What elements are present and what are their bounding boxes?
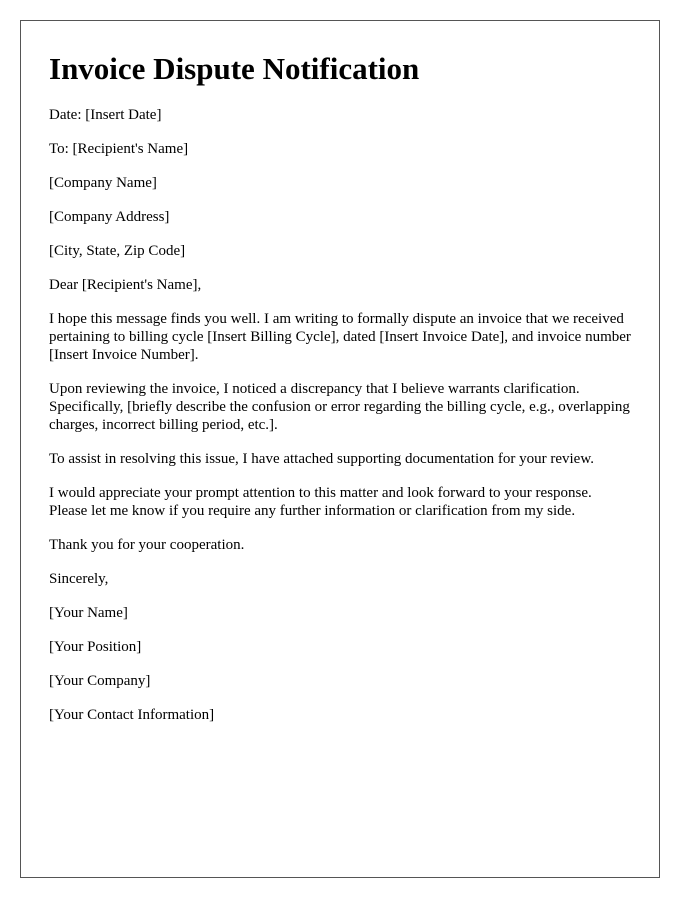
city-state-zip: [City, State, Zip Code]	[49, 243, 186, 259]
recipient-line: To: [Recipient's Name]	[49, 141, 189, 157]
company-name: [Company Name]	[49, 175, 157, 191]
thanks-line: Thank you for your cooperation.	[49, 537, 245, 553]
body-paragraph-discrepancy: Upon reviewing the invoice, I noticed a discrepancy that I believe warrants clarification. Specifically, [briefly describe the confusion or error regarding the billing cycle, e.g., overlapping charges, incorrect billing period, etc.].	[49, 381, 630, 433]
signer-contact: [Your Contact Information]	[49, 707, 215, 723]
letter-title: Invoice Dispute Notification	[49, 51, 420, 86]
signer-name: [Your Name]	[49, 605, 128, 621]
body-paragraph-request: I would appreciate your prompt attention to this matter and look forward to your response. Please let me know if you require any further information or clarification from my side.	[49, 485, 592, 519]
signer-position: [Your Position]	[49, 639, 142, 655]
salutation: Dear [Recipient's Name],	[49, 277, 202, 293]
date-line: Date: [Insert Date]	[49, 107, 162, 123]
signer-company: [Your Company]	[49, 673, 151, 689]
letter-page	[20, 20, 660, 878]
closing-line: Sincerely,	[49, 571, 109, 587]
company-address: [Company Address]	[49, 209, 170, 225]
body-paragraph-documentation: To assist in resolving this issue, I have attached supporting documentation for your review.	[49, 451, 594, 467]
body-paragraph-intro: I hope this message finds you well. I am writing to formally dispute an invoice that we received pertaining to billing cycle [Insert Billing Cycle], dated [Insert Invoice Date], and invoice number [Insert Invoice Number].	[49, 311, 631, 363]
